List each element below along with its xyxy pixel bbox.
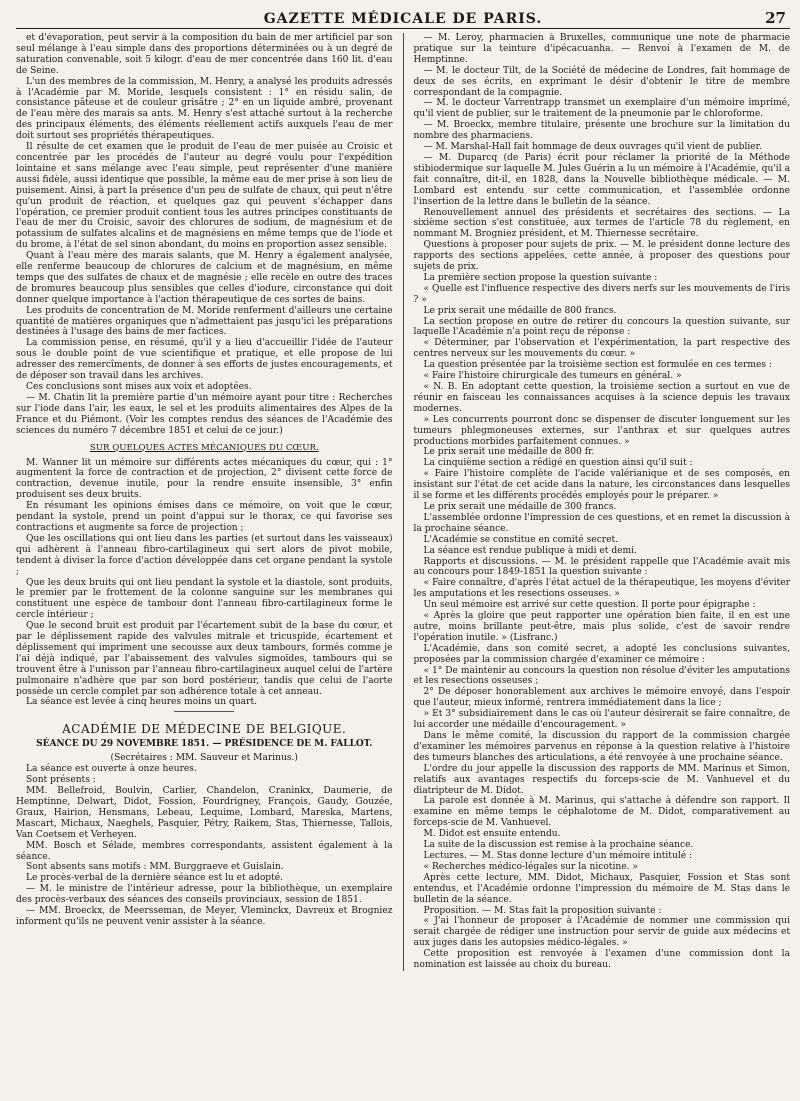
paragraph: « Faire connaître, d'après l'état actuel de la thérapeutique, les moyens d'éviter les amputations et les resections osseuses. » <box>413 578 790 600</box>
paragraph: Cette proposition est renvoyée à l'examen d'une commission dont la nomination est laissée au choix du bureau. <box>413 949 790 971</box>
paragraph: M. Didot est ensuite entendu. <box>423 829 561 840</box>
paragraph: L'Académie, dans son comité secret, a adopté les conclusions suivantes, proposées par la commission chargée d'examiner ce mémoire : <box>413 643 790 665</box>
paragraph: « Faire l'histoire complète de l'acide valérianique et de ses composés, en insistant sur l'état de cet acide dans la nature, les circonstances dans lesquelles il se forme et les différents procédés employés pour le préparer. » <box>413 469 790 502</box>
paragraph: MM. Bellefroid, Boulvin, Carlier, Chandelon, Craninkx, Daumerie, de Hemptinne, Delwart, Didot, Fossion, Fourdrigney, François, Gaudy, Gouzée, Graux, Hairion, Hensmans, Lebeau, Lequime, Lombard, Mareska, Martens, Mascart, Michaux, Naeghels, Pasquier, Pétry, Raikem, Stas, Thiernesse, Tallois, Van Coetsem et Verheyen. <box>16 786 393 840</box>
paragraph: « Faire l'histoire chirurgicale des tumeurs en général. » <box>423 371 682 382</box>
paragraph: Questions à proposer pour sujets de prix. — M. le président donne lecture des rapports des sections appelées, cette année, à proposer des questions pour sujets de prix. <box>413 240 790 273</box>
paragraph: 2° De déposer honorablement aux archives le mémoire envoyé, dans l'espoir que l'auteur, mieux informé, rentrera immédiatement dans la lice ; <box>413 687 790 709</box>
paragraph: — M. Marshal-Hall fait hommage de deux ouvrages qu'il vient de publier. <box>423 142 762 153</box>
column-divider <box>403 33 404 971</box>
paragraph: Quant à l'eau mère des marais salants, que M. Henry a également analysée, elle renferme beaucoup de chlorures de calcium et de magnésium, en même temps que des sulfates de chaux et de magnésie ; elle recèle en outre des traces de bromures beaucoup plus sensibles que celles d'iodure, circonstance qui doit donner quelque importance à l'action thérapeutique de ces sortes de bains. <box>16 251 393 305</box>
paragraph: « J'ai l'honneur de proposer à l'Académie de nommer une commission qui serait chargée de rédiger une instruction pour servir de guide aux médecins et aux juges dans les autopsies médico-légales. » <box>413 916 790 949</box>
paragraph: Que les deux bruits qui ont lieu pendant la systole et la diastole, sont produits, le premier par le frottement de la colonne sanguine sur les membranes qui constituent une espèce de tambour dont l'anneau fibro-cartilagineux forme le cercle intérieur ; <box>16 577 393 621</box>
paragraph: « 1° De maintenir au concours la question non résolue d'éviter les amputations et les resections osseuses ; <box>413 665 790 687</box>
paragraph: « Quelle est l'influence respective des divers nerfs sur les mouvements de l'iris ? » <box>413 283 790 305</box>
paragraph: MM. Bosch et Sélade, membres correspondants, assistent également à la séance. <box>16 840 393 862</box>
paragraph: Sont présents : <box>26 775 96 786</box>
paragraph: — M. le ministre de l'intérieur adresse, pour la bibliothèque, un exemplaire des procès-verbaux des séances des conseils provinciaux, session de 1851. <box>16 884 393 906</box>
seance-line: SÉANCE DU 29 NOVEMBRE 1851. — PRÉSIDENCE DE M. FALLOT. <box>36 739 373 750</box>
secretaires-line: (Secrétaires : MM. Sauveur et Marinus.) <box>110 753 298 764</box>
paragraph: Un seul mémoire est arrivé sur cette question. Il porte pour épigraphe : <box>423 600 756 611</box>
section-title-academie: ACADÉMIE DE MÉDECINE DE BELGIQUE. <box>62 722 347 737</box>
left-column <box>16 33 393 971</box>
paragraph: La cinquième section a rédigé en question ainsi qu'il suit : <box>423 458 693 469</box>
paragraph: — M. Broeckx, membre titulaire, présente une brochure sur la limitation du nombre des pharmaciens. <box>413 120 790 142</box>
paragraph: Lectures. — M. Stas donne lecture d'un mémoire intitulé : <box>423 850 693 861</box>
paragraph: En résumant les opinions émises dans ce mémoire, on voit que le cœur, pendant la systole, prend un point d'appui sur le thorax, ce qui favorise ses contractions et augmente sa force de projection ; <box>16 501 393 533</box>
paragraph: La question présentée par la troisième section est formulée en ces termes : <box>423 360 772 371</box>
paragraph: — M. Chatin lit la première partie d'un mémoire ayant pour titre : Recherches sur l'iode dans l'air, les eaux, le sel et les produits alimentaires des Alpes de la France et du Piémont. (Voir les comptes rendus des séances de l'Académie des sciences du numéro 7 décembre 1851 et celui de ce jour.) <box>16 392 393 436</box>
left-paragraphs-b <box>16 458 393 709</box>
paragraph: Proposition. — M. Stas fait la proposition suivante : <box>423 905 662 916</box>
page-header <box>16 8 790 29</box>
paragraph: Après cette lecture, MM. Didot, Michaux, Pasquier, Fossion et Stas sont entendus, et l'Académie ordonne l'impression du mémoire de M. Stas dans le bulletin de la séance. <box>413 872 790 905</box>
paragraph: — M. le docteur Varrentrapp transmet un exemplaire d'un mémoire imprimé, qu'il vient de publier, sur le traitement de la pneumonie par le chloroforme. <box>413 98 790 120</box>
paragraph: et d'évaporation, peut servir à la composition du bain de mer artificiel par son seul mélange à l'eau simple dans des proportions déterminées ou à un degré de saturation convenable, soit 5 kilogr. d'eau de mer concentrée dans 160 lit. d'eau de Seine. <box>16 33 393 76</box>
paragraph: Que le second bruit est produit par l'écartement subit de la base du cœur, et par le déplissement rapide des valvules mitrale et tricuspide, écartement et déplissement qui impriment une secousse aux deux tambours, formés comme je l'ai déjà indiqué, par l'abaissement des valvules sigmoïdes, tambours qui se trouvent être à l'unisson par l'anneau fibro-cartilagineux auquel celui de l'artère pulmonaire n'adhère que par son bord postérieur, tandis que celui de l'aorte possède un cercle complet par son adhérence totale à cet anneau. <box>16 621 393 697</box>
paragraph: « Déterminer, par l'observation et l'expérimentation, la part respective des centres nerveux sur les mouvements du cœur. » <box>413 338 790 360</box>
paragraph: » Et 3° subsidiairement dans le cas où l'auteur désirerait se faire connaître, de lui accorder une médaille d'encouragement. » <box>413 709 790 731</box>
paragraph: — M. le docteur Tilt, de la Société de médecine de Londres, fait hommage de deux de ses écrits, en exprimant le désir d'obtenir le titre de membre correspondant de la compagnie. <box>413 65 790 98</box>
paragraph: La première section propose la question suivante : <box>423 272 658 283</box>
paragraph: « Recherches médico-légales sur la nicotine. » <box>423 861 638 872</box>
paragraph: Sont absents sans motifs : MM. Burggraeve et Guislain. <box>26 862 284 873</box>
page-number: 27 <box>765 9 786 27</box>
paragraph: La section propose en outre de retirer du concours la question suivante, sur laquelle l'Académie n'a point reçu de réponse : <box>413 316 790 338</box>
paragraph: Dans le même comité, la discussion du rapport de la commission chargée d'examiner les mémoires parvenus en réponse à la question relative à l'histoire des tumeurs blanches des articulations, a été renvoyée à une prochaine séance. <box>413 731 790 763</box>
paragraph: Que les oscillations qui ont lieu dans les parties (et surtout dans les vaisseaux) qui adhèrent à l'anneau fibro-cartilagineux qui sert alors de pivot mobile, tendent à diviser la force d'action développée dans cet organe pendant la systole ; <box>16 533 393 577</box>
paragraph: L'Académie se constitue en comité secret. <box>423 534 619 545</box>
section-rule <box>174 711 234 712</box>
paragraph: Il résulte de cet examen que le produit de l'eau de mer puisée au Croisic et concentrée par les procédés de l'auteur au degré voulu pour l'expédition lointaine et sans mélange avec l'eau simple, peut représenter d'une manière aussi fidèle, aussi identique que possible, la même eau de mer prise à son lieu de puisement. Ainsi, à part la présence d'un peu de sulfate de chaux, qui peut n'être qu'un produit de réaction, et quelques gaz qui peuvent s'échapper dans l'opération, ce premier produit contient tous les autres principes constituants de l'eau de mer du Croisic, savoir des chlorures de sodium, de magnésium et de potassium de sulfates alcalins et de magnésiens en même temps que de l'iode et du brome, à l'état de sel sinon abondant, du moins en proportion assez sensible. <box>16 142 393 251</box>
paragraph: Le prix serait une médaille de 800 francs. <box>423 305 617 316</box>
two-column-body <box>16 33 790 971</box>
paragraph: La séance est rendue publique à midi et demi. <box>423 545 637 556</box>
paragraph: L'ordre du jour appelle la discussion des rapports de MM. Marinus et Simon, relatifs aux avantages respectifs du forceps-scie de M. Vanhuevel et du diatripteur de M. Didot. <box>413 763 790 796</box>
paragraph: Ces conclusions sont mises aux voix et adoptées. <box>26 382 252 392</box>
paragraph: Le procès-verbal de la dernière séance est lu et adopté. <box>26 873 284 884</box>
paragraph: « N. B. En adoptant cette question, la troisième section a surtout en vue de réunir en faisceau les connaissances acquises à la science depuis les travaux modernes. <box>413 382 790 414</box>
paragraph: La suite de la discussion est remise à la prochaine séance. <box>423 840 694 851</box>
paragraph: La séance est ouverte à onze heures. <box>26 764 197 775</box>
paragraph: Renouvellement annuel des présidents et secrétaires des sections. — La sixième section s'est constituée, aux termes de l'article 78 du règlement, en nommant M. Brogniez président, et M. Thiernesse secrétaire. <box>413 207 790 240</box>
left-paragraphs-a <box>16 33 393 437</box>
paragraph: La parole est donnée à M. Marinus, qui s'attache à défendre son rapport. Il examine en même temps le céphalotome de M. Didot, comparativement au forceps-scie de M. Vanhuevel. <box>413 796 790 829</box>
right-paragraphs <box>413 33 790 971</box>
paragraph: L'assemblée ordonne l'impression de ces questions, et en remet la discussion à la prochaine séance. <box>413 512 790 534</box>
paragraph: Les produits de concentration de M. Moride renferment d'ailleurs une certaine quantité de matières organiques que n'admettaient pas jusqu'ici les préparations destinées à l'usage des bains de mer factices. <box>16 305 393 338</box>
paragraph: M. Wanner lit un mémoire sur différents actes mécaniques du cœur, qui : 1° augmentent la force de contraction et de projection, 2° divisent cette force de contraction, devenue inutile, pour la rendre ensuite insensible, 3° enfin produisent ses deux bruits. <box>16 457 393 501</box>
subheading-actes-mecaniques: SUR QUELQUES ACTES MÉCANIQUES DU CŒUR. <box>89 442 319 453</box>
paragraph: Le prix serait une médaille de 800 fr. <box>423 447 595 458</box>
paragraph: — MM. Broeckx, de Meersseman, de Meyer, Vleminckx, Davreux et Brogniez informent qu'ils ne peuvent venir assister à la séance. <box>16 906 393 927</box>
paragraph: « Après la gloire que peut rapporter une opération bien faite, il en est une autre, moins brillante peut-être, mais plus solide, c'est de savoir rendre l'opération inutile. » (Lisfranc.) <box>413 611 790 643</box>
right-column <box>413 33 790 971</box>
running-title: GAZETTE MÉDICALE DE PARIS. <box>263 11 543 27</box>
paragraph: La séance est levée à cinq heures moins un quart. <box>26 697 257 708</box>
paragraph: Le prix serait une médaille de 300 francs. <box>423 501 617 512</box>
left-paragraphs-c <box>16 764 393 928</box>
paragraph: Rapports et discussions. — M. le président rappelle que l'Académie avait mis au concours pour 1849-1851 la question suivante : <box>413 556 790 578</box>
paragraph: » Les concurrents pourront donc se dispenser de discuter longuement sur les tumeurs phlegmoneuses externes, sur l'anthrax et sur quelques autres productions morbides parfaitement connues. » <box>413 414 790 447</box>
paragraph: L'un des membres de la commission, M. Henry, a analysé les produits adressés à l'Académie par M. Moride, lesquels consistent : 1° en résidu salin, de consistance pâteuse et de couleur grisâtre ; 2° en un liquide ambré, provenant de l'eau mère des marais sa ants. M. Henry s'est attaché surtout à la recherche des principaux éléments, des éléments réellement actifs auxquels l'eau de mer doit surtout ses propriétés thérapeutiques. <box>16 76 393 142</box>
paragraph: La commission pense, en résumé, qu'il y a lieu d'accueillir l'idée de l'auteur sous le double point de vue scientifique et pratique, et elle propose de lui adresser des remercîments, de donner à ses efforts de justes encouragements, et de déposer son travail dans les archives. <box>16 338 393 382</box>
paragraph: — M. Duparcq (de Paris) écrit pour réclamer la priorité de la Méthode stibiodermique sur laquelle M. Jules Guérin a lu un mémoire à l'Académie, qu'il a fait connaître, dit-il, en 1828, dans la Nouvelle bibliothèque médicale. — M. Lombard est entendu sur cette communication, et l'assemblée ordonne l'insertion de la lettre dans le bulletin de la séance. <box>413 152 790 207</box>
paragraph: — M. Leroy, pharmacien à Bruxelles, communique une note de pharmacie pratique sur la teinture d'ipécacuanha. — Renvoi à l'examen de M. de Hemptinne. <box>413 33 790 65</box>
